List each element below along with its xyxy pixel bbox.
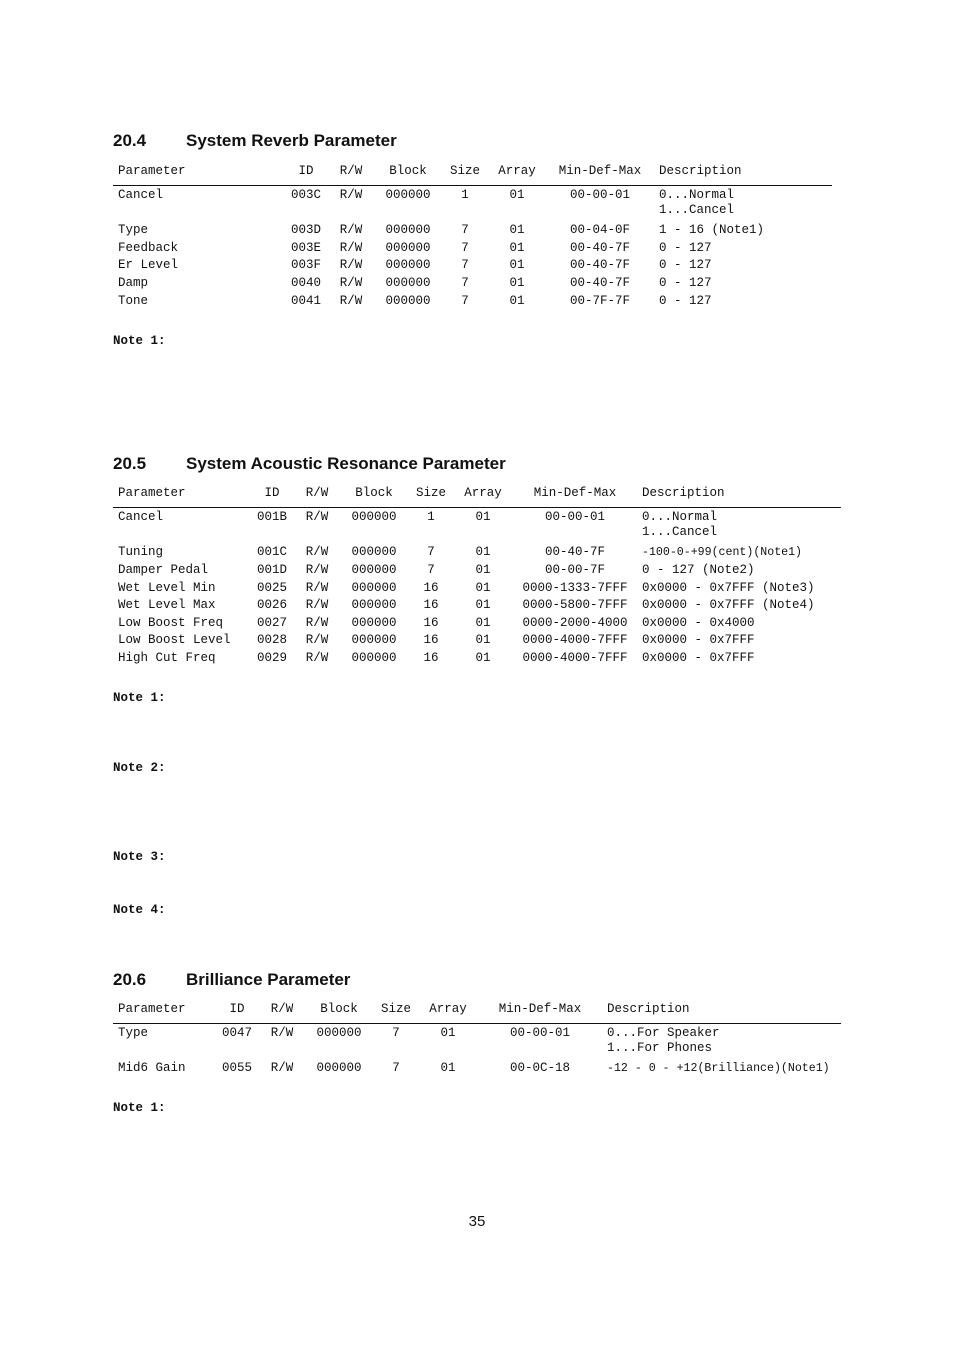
table-cell-block: 000000 (351, 633, 397, 647)
table-cell-block: 000000 (351, 510, 397, 524)
section-heading (113, 131, 397, 151)
table-cell-description: 1 - 16 (Note1) (659, 223, 765, 237)
table-cell-array: 01 (440, 1061, 456, 1075)
table-cell-parameter: Type (118, 1026, 149, 1040)
table-cell-min-def-max: 0000-4000-7FFF (522, 651, 628, 665)
table-cell-rw: R/W (339, 223, 363, 237)
table-header-rule (113, 185, 832, 186)
table-cell-size: 7 (427, 545, 435, 559)
table-cell-size: 16 (423, 581, 439, 595)
table-cell-size: 16 (423, 598, 439, 612)
table-cell-size: 1 (427, 510, 435, 524)
table-cell-size: 7 (461, 223, 469, 237)
column-header-parameter: Parameter (118, 1002, 186, 1016)
table-cell-id: 001C (256, 545, 288, 559)
table-cell-size: 7 (392, 1061, 400, 1075)
table-cell-block: 000000 (385, 188, 431, 202)
section-title: System Reverb Parameter (186, 131, 397, 150)
column-header-array: Array (429, 1002, 467, 1016)
table-cell-rw: R/W (270, 1061, 294, 1075)
table-cell-parameter: Wet Level Max (118, 598, 216, 612)
column-header-min-def-max: Min-Def-Max (533, 486, 617, 500)
table-cell-array: 01 (475, 633, 491, 647)
section-number: 20.4 (113, 131, 147, 150)
table-cell-block: 000000 (316, 1026, 362, 1040)
table-cell-size: 7 (392, 1026, 400, 1040)
note-label: Note 4: (113, 903, 166, 917)
table-cell-id: 001B (256, 510, 288, 524)
table-cell-description: 0x0000 - 0x7FFF (Note4) (642, 598, 815, 612)
table-cell-array: 01 (475, 545, 491, 559)
table-cell-id: 0041 (290, 294, 322, 308)
table-cell-block: 000000 (351, 598, 397, 612)
table-cell-parameter: High Cut Freq (118, 651, 216, 665)
column-header-description: Description (659, 164, 742, 178)
table-cell-min-def-max: 00-00-7F (544, 563, 606, 577)
column-header-block: Block (355, 486, 393, 500)
table-cell-min-def-max: 0000-1333-7FFF (522, 581, 628, 595)
table-cell-id: 0055 (221, 1061, 253, 1075)
table-cell-rw: R/W (305, 510, 329, 524)
table-cell-size: 16 (423, 633, 439, 647)
table-cell-rw: R/W (305, 651, 329, 665)
table-cell-block: 000000 (385, 294, 431, 308)
table-cell-block: 000000 (351, 545, 397, 559)
table-cell-id: 003C (290, 188, 322, 202)
table-cell-parameter: Er Level (118, 258, 179, 272)
table-cell-array: 01 (475, 616, 491, 630)
column-header-parameter: Parameter (118, 486, 186, 500)
table-cell-rw: R/W (339, 276, 363, 290)
column-header-rw: R/W (270, 1002, 294, 1016)
table-cell-description: -12 - 0 - +12(Brilliance)(Note1) (607, 1062, 830, 1075)
table-cell-id: 0028 (256, 633, 288, 647)
column-header-description: Description (607, 1002, 690, 1016)
table-cell-size: 7 (461, 276, 469, 290)
column-header-min-def-max: Min-Def-Max (558, 164, 642, 178)
page-number: 35 (468, 1213, 486, 1230)
table-cell-rw: R/W (339, 241, 363, 255)
table-cell-parameter: Low Boost Freq (118, 616, 224, 630)
column-header-id: ID (264, 486, 280, 500)
table-cell-parameter: Damp (118, 276, 149, 290)
table-cell-parameter: Cancel (118, 510, 164, 524)
table-cell-parameter: Feedback (118, 241, 179, 255)
table-cell-rw: R/W (305, 616, 329, 630)
table-cell-block: 000000 (351, 563, 397, 577)
table-cell-parameter: Mid6 Gain (118, 1061, 186, 1075)
table-cell-parameter: Type (118, 223, 149, 237)
table-cell-description: 0x0000 - 0x7FFF (642, 633, 755, 647)
table-cell-parameter: Cancel (118, 188, 164, 202)
column-header-size: Size (449, 164, 481, 178)
column-header-description: Description (642, 486, 725, 500)
table-header-rule (113, 507, 841, 508)
table-cell-min-def-max: 0000-2000-4000 (522, 616, 628, 630)
table-cell-rw: R/W (305, 598, 329, 612)
table-cell-description: 0...For Speaker 1...For Phones (607, 1026, 720, 1055)
table-cell-rw: R/W (339, 188, 363, 202)
table-cell-description: 0x0000 - 0x7FFF (642, 651, 755, 665)
table-cell-description: 0x0000 - 0x7FFF (Note3) (642, 581, 815, 595)
table-cell-min-def-max: 00-04-0F (569, 223, 631, 237)
table-cell-id: 003E (290, 241, 322, 255)
column-header-parameter: Parameter (118, 164, 186, 178)
section-heading (113, 970, 350, 990)
table-cell-array: 01 (509, 241, 525, 255)
table-cell-array: 01 (475, 510, 491, 524)
section-number: 20.5 (113, 454, 147, 473)
table-cell-description: -100-0-+99(cent)(Note1) (642, 546, 803, 559)
column-header-block: Block (389, 164, 427, 178)
table-cell-block: 000000 (385, 223, 431, 237)
table-cell-size: 7 (461, 258, 469, 272)
table-cell-id: 0026 (256, 598, 288, 612)
note-label: Note 3: (113, 850, 166, 864)
column-header-size: Size (415, 486, 447, 500)
table-cell-id: 0047 (221, 1026, 253, 1040)
column-header-id: ID (229, 1002, 245, 1016)
table-cell-array: 01 (475, 651, 491, 665)
table-cell-min-def-max: 00-00-01 (509, 1026, 571, 1040)
table-cell-array: 01 (509, 294, 525, 308)
table-cell-array: 01 (440, 1026, 456, 1040)
table-cell-block: 000000 (385, 241, 431, 255)
table-cell-min-def-max: 00-40-7F (569, 241, 631, 255)
table-cell-id: 001D (256, 563, 288, 577)
column-header-array: Array (464, 486, 502, 500)
table-cell-min-def-max: 00-0C-18 (509, 1061, 571, 1075)
table-cell-description: 0 - 127 (Note2) (642, 563, 755, 577)
section-heading (113, 454, 506, 474)
table-cell-min-def-max: 0000-5800-7FFF (522, 598, 628, 612)
column-header-size: Size (380, 1002, 412, 1016)
column-header-min-def-max: Min-Def-Max (498, 1002, 582, 1016)
table-cell-min-def-max: 00-7F-7F (569, 294, 631, 308)
table-cell-block: 000000 (385, 258, 431, 272)
section-number: 20.6 (113, 970, 147, 989)
table-cell-description: 0 - 127 (659, 294, 712, 308)
table-cell-parameter: Low Boost Level (118, 633, 231, 647)
table-cell-parameter: Tone (118, 294, 149, 308)
table-cell-size: 7 (461, 241, 469, 255)
table-cell-size: 7 (427, 563, 435, 577)
column-header-rw: R/W (305, 486, 329, 500)
note-label: Note 1: (113, 1101, 166, 1115)
table-cell-min-def-max: 00-00-01 (569, 188, 631, 202)
table-cell-block: 000000 (351, 581, 397, 595)
table-cell-array: 01 (509, 258, 525, 272)
table-cell-size: 16 (423, 651, 439, 665)
table-cell-array: 01 (509, 188, 525, 202)
table-cell-rw: R/W (270, 1026, 294, 1040)
table-cell-array: 01 (475, 581, 491, 595)
table-cell-min-def-max: 00-00-01 (544, 510, 606, 524)
table-cell-id: 003D (290, 223, 322, 237)
table-cell-array: 01 (509, 223, 525, 237)
table-cell-size: 16 (423, 616, 439, 630)
table-cell-description: 0 - 127 (659, 258, 712, 272)
table-cell-block: 000000 (351, 616, 397, 630)
table-cell-id: 003F (290, 258, 322, 272)
table-cell-id: 0027 (256, 616, 288, 630)
column-header-block: Block (320, 1002, 358, 1016)
table-cell-description: 0 - 127 (659, 241, 712, 255)
table-cell-parameter: Wet Level Min (118, 581, 216, 595)
table-cell-min-def-max: 00-40-7F (569, 276, 631, 290)
table-cell-description: 0...Normal 1...Cancel (659, 188, 735, 217)
table-cell-rw: R/W (339, 294, 363, 308)
table-cell-parameter: Tuning (118, 545, 164, 559)
section-title: Brilliance Parameter (186, 970, 351, 989)
table-cell-min-def-max: 00-40-7F (544, 545, 606, 559)
table-cell-description: 0x0000 - 0x4000 (642, 616, 755, 630)
table-cell-array: 01 (509, 276, 525, 290)
table-cell-array: 01 (475, 563, 491, 577)
table-cell-id: 0040 (290, 276, 322, 290)
table-header-rule (113, 1023, 841, 1024)
table-cell-block: 000000 (351, 651, 397, 665)
table-cell-rw: R/W (305, 633, 329, 647)
table-cell-array: 01 (475, 598, 491, 612)
table-cell-rw: R/W (305, 545, 329, 559)
column-header-array: Array (498, 164, 536, 178)
note-label: Note 1: (113, 334, 166, 348)
table-cell-block: 000000 (316, 1061, 362, 1075)
table-cell-id: 0025 (256, 581, 288, 595)
note-label: Note 2: (113, 761, 166, 775)
table-cell-size: 1 (461, 188, 469, 202)
table-cell-size: 7 (461, 294, 469, 308)
section-title: System Acoustic Resonance Parameter (186, 454, 506, 473)
table-cell-block: 000000 (385, 276, 431, 290)
column-header-id: ID (298, 164, 314, 178)
table-cell-description: 0 - 127 (659, 276, 712, 290)
note-label: Note 1: (113, 691, 166, 705)
table-cell-description: 0...Normal 1...Cancel (642, 510, 718, 539)
table-cell-rw: R/W (305, 581, 329, 595)
table-cell-min-def-max: 0000-4000-7FFF (522, 633, 628, 647)
table-cell-parameter: Damper Pedal (118, 563, 209, 577)
table-cell-id: 0029 (256, 651, 288, 665)
column-header-rw: R/W (339, 164, 363, 178)
table-cell-rw: R/W (305, 563, 329, 577)
table-cell-rw: R/W (339, 258, 363, 272)
table-cell-min-def-max: 00-40-7F (569, 258, 631, 272)
